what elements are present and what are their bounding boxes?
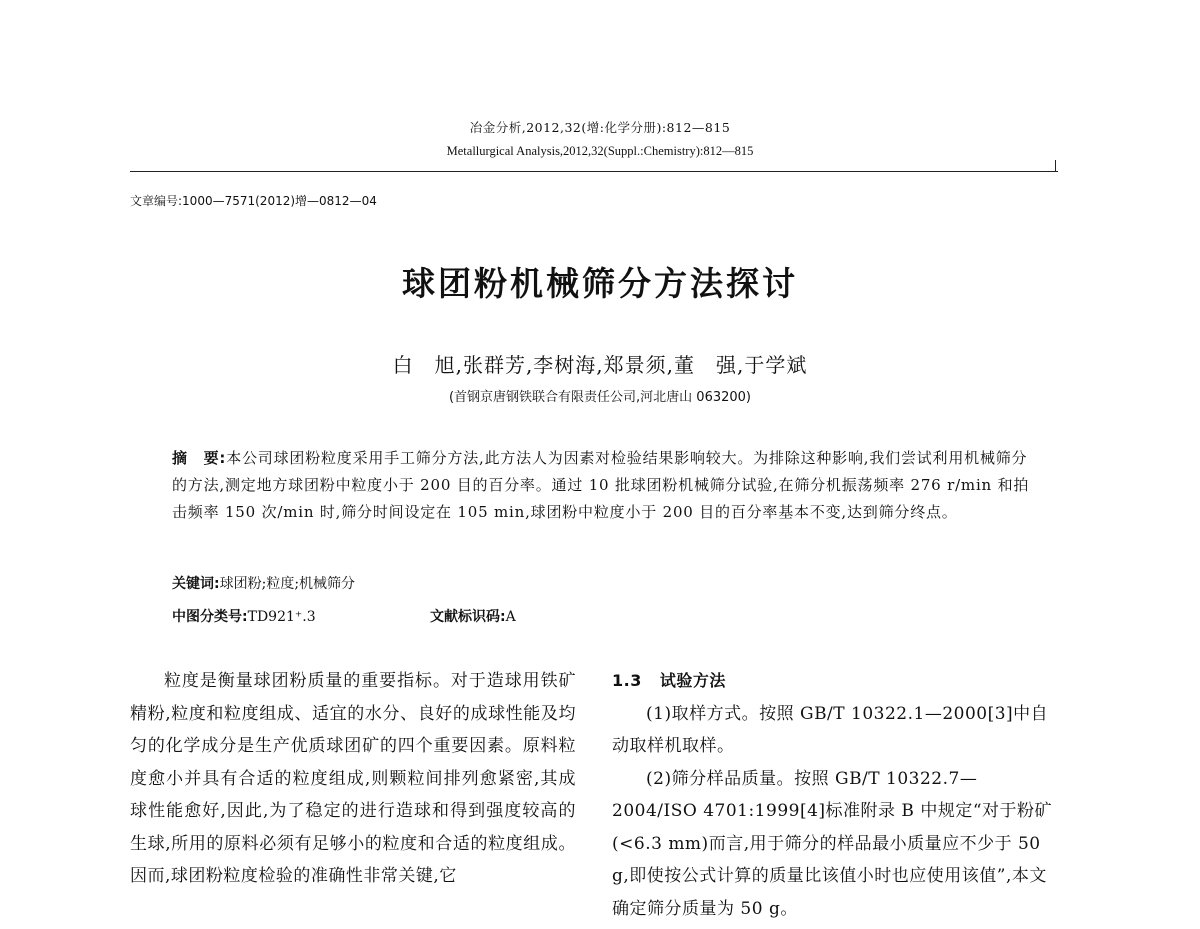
document-code: [430, 606, 516, 626]
body-left-column: 粒度是衡量球团粉质量的重要指标。对于造球用铁矿精粉,粒度和粒度组成、适宜的水分、良好的成球性能及均匀的化学成分是生产优质球团矿的四个重要因素。原料粒度愈小并具有合适的粒度组成,则颗粒间排列愈紧密,其成球性能愈好,因此,为了稳定的进行造球和得到强度较高的生球,所用的原料必须有足够小的粒度和合适的粒度组成。因而,球团粉粒度检验的准确性非常关键,它: [130, 671, 576, 886]
doc-code-label: 文献标识码:: [430, 609, 506, 625]
section-number: 1.3: [612, 671, 642, 690]
keywords-text: 球团粉;粒度;机械筛分: [219, 576, 356, 592]
journal-citation-cn: 冶金分析,2012,32(增:化学分册):812—815: [469, 120, 731, 135]
doc-code-value: A: [505, 609, 516, 625]
paragraph-sampling: (1)取样方式。按照 GB/T 10322.1—2000[3]中自动取样机取样。: [612, 703, 1049, 756]
article-number: 文章编号:1000—7571(2012)增—0812—04: [130, 194, 377, 208]
abstract-text: 本公司球团粉粒度采用手工筛分方法,此方法人为因素对检验结果影响较大。为排除这种影响,我们尝试利用机械筛分的方法,测定地方球团粉中粒度小于 200 目的百分率。通过 10 批球团粉机械筛分试验,在筛分机振荡频率 276 r/min 和拍击频率 150 次/min 时,筛分时间设定在 105 min,球团粉中粒度小于 200 目的百分率基本不变,达到筛分终点。: [172, 449, 1030, 521]
clc-number: [172, 606, 316, 626]
abstract-label: 摘 要:: [172, 449, 227, 467]
author-list: 白 旭,张群芳,李树海,郑景须,董 强,于学斌: [392, 353, 808, 377]
keywords-label: 关键词:: [172, 576, 220, 592]
header-rule: [130, 171, 1058, 172]
journal-citation-en: Metallurgical Analysis,2012,32(Suppl.:Chemistry):812—815: [446, 144, 754, 158]
paragraph-sample-mass: (2)筛分样品质量。按照 GB/T 10322.7—2004/ISO 4701:1999[4]标准附录 B 中规定“对于粉矿(<6.3 mm)而言,用于筛分的样品最小质量应不少于 50 g,即使按公式计算的质量比该值小时也应使用该值”,本文确定筛分质量为 50 g。: [612, 768, 1053, 919]
section-heading: [612, 665, 1058, 698]
header-rule-tick: [1055, 160, 1056, 172]
paper-title: 球团粉机械筛分方法探讨: [402, 264, 798, 303]
keywords: [172, 573, 355, 593]
clc-label: 中图分类号:: [172, 609, 248, 625]
clc-value: TD921⁺.3: [247, 609, 316, 625]
body-right-column: [612, 665, 1058, 925]
abstract: [172, 445, 1034, 526]
section-title: 试验方法: [659, 671, 726, 690]
affiliation: (首钢京唐钢铁联合有限责任公司,河北唐山 063200): [448, 390, 752, 405]
